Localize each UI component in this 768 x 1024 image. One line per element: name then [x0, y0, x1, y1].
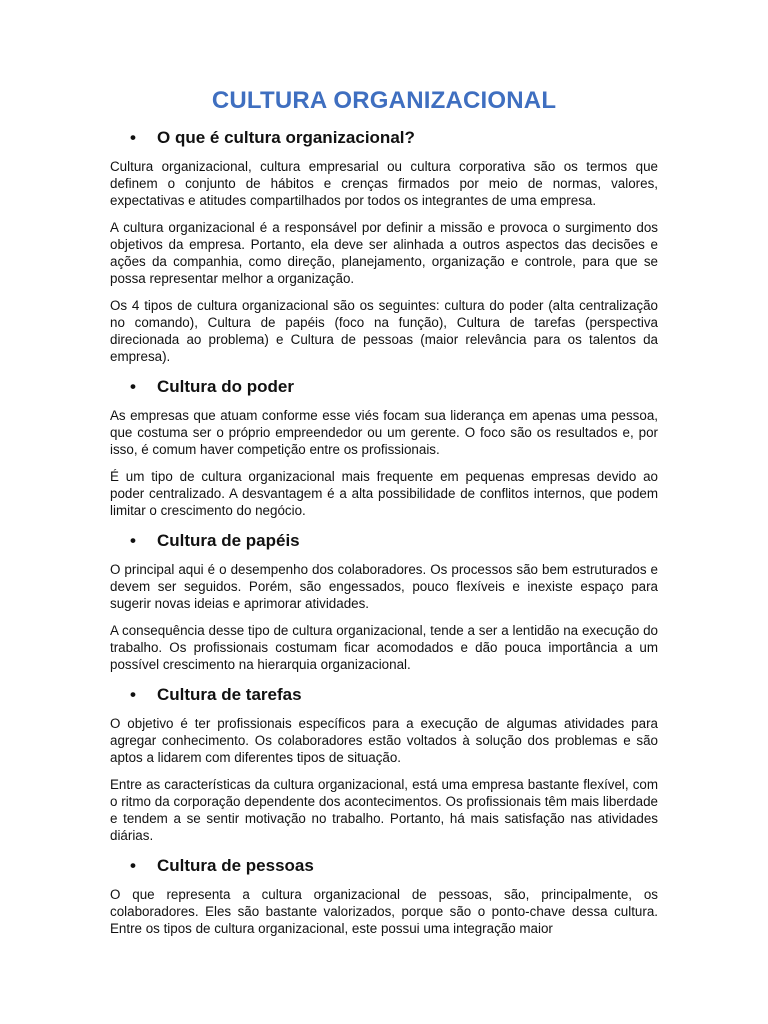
- section-heading: [110, 126, 658, 150]
- section-heading: [110, 529, 658, 553]
- paragraph: A cultura organizacional é a responsável por definir a missão e provoca o surgimento dos objetivos da empresa. Portanto, ela deve ser alinhada a outros aspectos das decisões e ações da companhia, como direção, planejamento, organização e controle, para que se possa representar melhor a organização.: [110, 220, 658, 286]
- paragraph: Entre as características da cultura organizacional, está uma empresa bastante flexível, com o ritmo da corporação dependente dos acontecimentos. Os profissionais têm mais liberdade e tendem a se sentir motivação no trabalho. Portanto, há mais satisfação nas atividades diárias.: [110, 777, 658, 843]
- section-heading-text: Cultura do poder: [157, 377, 294, 396]
- paragraph: É um tipo de cultura organizacional mais frequente em pequenas empresas devido ao poder centralizado. A desvantagem é a alta possibilidade de conflitos internos, que podem limitar o crescimento do negócio.: [110, 469, 658, 518]
- section-role-culture: [110, 529, 658, 673]
- paragraph: O principal aqui é o desempenho dos colaboradores. Os processos são bem estruturados e devem ser seguidos. Porém, são engessados, pouco flexíveis e inexiste espaço para sugerir novas ideias e aprimorar atividades.: [110, 562, 658, 611]
- paragraph: O que representa a cultura organizacional de pessoas, são, principalmente, os colaboradores. Eles são bastante valorizados, porque são o ponto-chave dessa cultura. Entre os tipos de cultura organizacional, este possui uma integração maior: [110, 887, 658, 936]
- section-heading: [110, 375, 658, 399]
- section-what-is: [110, 126, 658, 365]
- paragraph: As empresas que atuam conforme esse viés focam sua liderança em apenas uma pessoa, que costuma ser o próprio empreendedor ou um gerente. O foco são os resultados e, por isso, é comum haver competição entre os profissionais.: [110, 408, 658, 457]
- paragraph: Cultura organizacional, cultura empresarial ou cultura corporativa são os termos que definem o conjunto de hábitos e crenças firmados por meio de normas, valores, expectativas e atitudes compartilhados por todos os integrantes de uma empresa.: [110, 159, 658, 208]
- document-title: CULTURA ORGANIZACIONAL: [211, 87, 557, 114]
- section-heading-text: Cultura de pessoas: [157, 856, 314, 875]
- paragraph: Os 4 tipos de cultura organizacional são os seguintes: cultura do poder (alta centralização no comando), Cultura de papéis (foco na função), Cultura de tarefas (perspectiva direcionada ao problema) e Cultura de pessoas (maior relevância para os talentos da empresa).: [110, 298, 658, 364]
- paragraph: O objetivo é ter profissionais específicos para a execução de algumas atividades para agregar conhecimento. Os colaboradores estão voltados à solução dos problemas e são aptos a lidarem com diferentes tipos de situação.: [110, 716, 658, 765]
- section-heading: [110, 683, 658, 707]
- bullet-icon: •: [130, 531, 136, 550]
- bullet-icon: •: [130, 128, 136, 147]
- section-power-culture: [110, 375, 658, 519]
- section-heading-text: O que é cultura organizacional?: [157, 128, 415, 147]
- section-task-culture: [110, 683, 658, 844]
- paragraph: A consequência desse tipo de cultura organizacional, tende a ser a lentidão na execução do trabalho. Os profissionais costumam ficar acomodados e dão pouca importância a um possível crescimento na hierarquia organizacional.: [110, 623, 658, 672]
- section-people-culture: [110, 854, 658, 937]
- section-heading-text: Cultura de papéis: [157, 531, 300, 550]
- bullet-icon: •: [130, 377, 136, 396]
- section-heading: [110, 854, 658, 878]
- bullet-icon: •: [130, 685, 136, 704]
- bullet-icon: •: [130, 856, 136, 875]
- section-heading-text: Cultura de tarefas: [157, 685, 302, 704]
